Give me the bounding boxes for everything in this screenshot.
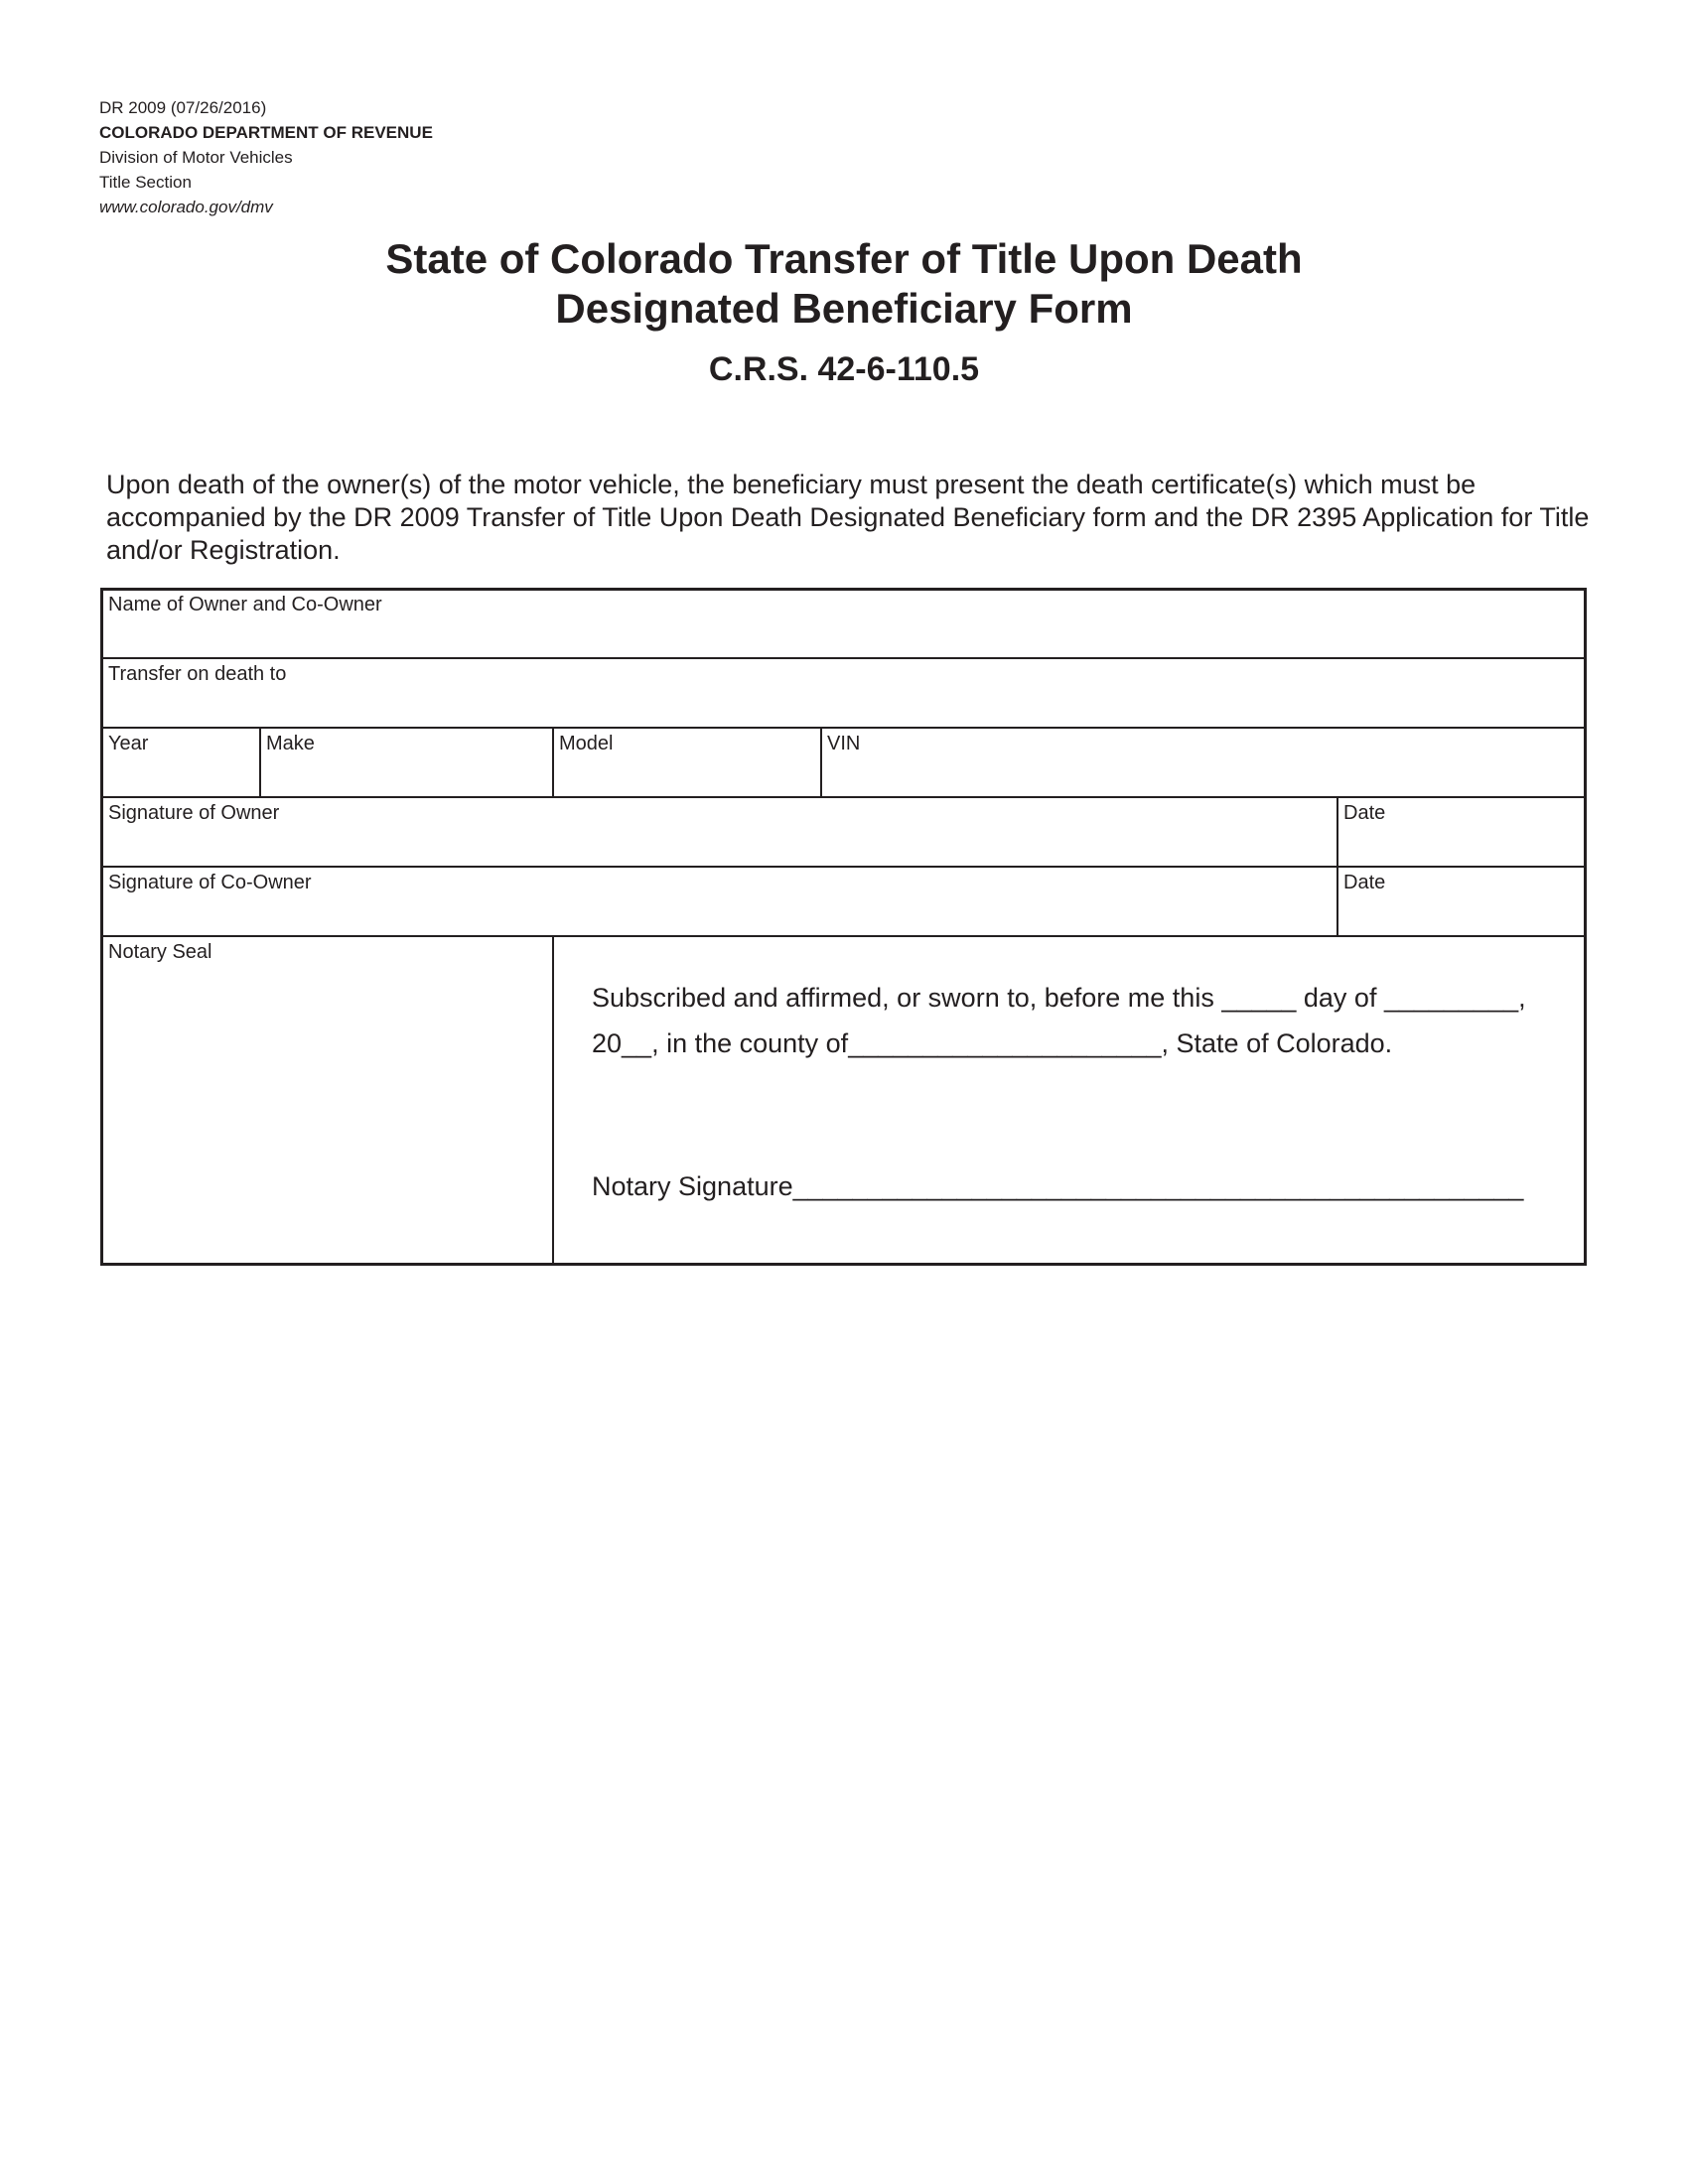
column-divider — [820, 727, 822, 796]
form-number: DR 2009 (07/26/2016) — [99, 98, 267, 117]
website-link[interactable]: www.colorado.gov/dmv — [99, 198, 273, 216]
notary-signature-line[interactable]: Notary Signature_________________________________________________ — [592, 1171, 1524, 1201]
row-divider — [103, 727, 1584, 729]
column-divider — [552, 935, 554, 1266]
beneficiary-form-table — [100, 588, 1587, 1266]
row-divider — [103, 657, 1584, 659]
model-field[interactable]: Model — [559, 733, 614, 754]
column-divider — [552, 727, 554, 796]
coowner-date-field[interactable]: Date — [1343, 872, 1386, 893]
form-title-line-1: State of Colorado Transfer of Title Upon Death — [385, 235, 1303, 282]
row-divider — [103, 935, 1584, 937]
form-title-line-2: Designated Beneficiary Form — [555, 285, 1133, 332]
vin-field[interactable]: VIN — [827, 733, 861, 754]
row-divider — [103, 866, 1584, 868]
form-title-block — [0, 234, 1688, 389]
notary-seal-area: Notary Seal — [108, 941, 212, 963]
column-divider — [259, 727, 261, 796]
section-name: Title Section — [99, 173, 192, 192]
year-field[interactable]: Year — [108, 733, 149, 754]
column-divider — [1336, 796, 1338, 935]
department-name: COLORADO DEPARTMENT OF REVENUE — [99, 123, 433, 142]
division-name: Division of Motor Vehicles — [99, 148, 293, 167]
transfer-on-death-field[interactable]: Transfer on death to — [108, 663, 287, 685]
coowner-signature-field[interactable]: Signature of Co-Owner — [108, 872, 312, 893]
owner-signature-field[interactable]: Signature of Owner — [108, 802, 280, 824]
notary-oath-line-2: 20__, in the county of_____________________, State of Colorado. — [592, 1028, 1393, 1058]
owner-date-field[interactable]: Date — [1343, 802, 1386, 824]
statute-reference: C.R.S. 42-6-110.5 — [708, 350, 980, 388]
notary-oath-line-1: Subscribed and affirmed, or sworn to, before me this _____ day of _________, — [592, 983, 1526, 1013]
owner-name-field[interactable]: Name of Owner and Co-Owner — [108, 594, 382, 615]
form-header — [99, 95, 433, 219]
instructions-paragraph: Upon death of the owner(s) of the motor vehicle, the beneficiary must present the death certificate(s) which must be accompanied by the DR 2009 Transfer of Title Upon Death Designated Beneficiary form and the DR 2395 Application for Title and/or Registration. — [106, 470, 1590, 565]
row-divider — [103, 796, 1584, 798]
make-field[interactable]: Make — [266, 733, 315, 754]
